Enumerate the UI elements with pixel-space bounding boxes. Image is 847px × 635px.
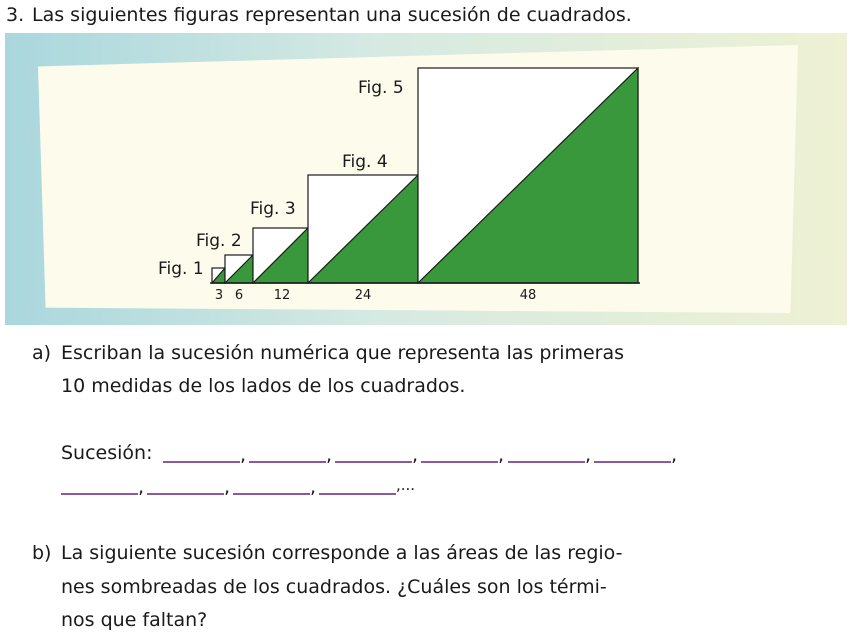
blank-separator: , <box>412 444 419 466</box>
fig-label-1: Fig. 1 <box>158 259 204 279</box>
answer-blank-10[interactable] <box>319 493 396 495</box>
answer-blank-2[interactable] <box>249 461 326 463</box>
blank-separator: , <box>224 476 231 498</box>
part-b-letter: b) <box>32 542 52 564</box>
side-label-48: 48 <box>519 288 537 303</box>
question-number: 3. <box>6 4 25 26</box>
fig-label-4: Fig. 4 <box>342 152 388 172</box>
sequence-ending: ,... <box>396 476 416 494</box>
blank-separator: , <box>138 476 145 498</box>
side-label-6: 6 <box>234 288 244 303</box>
blank-separator: , <box>671 444 678 466</box>
blank-separator: , <box>498 444 505 466</box>
blank-separator: , <box>310 476 317 498</box>
blank-separator: , <box>240 444 247 466</box>
answer-blank-6[interactable] <box>594 461 671 463</box>
answer-blank-9[interactable] <box>233 493 310 495</box>
part-a-line-2: 10 medidas de los lados de los cuadrados. <box>61 375 466 397</box>
part-a-letter: a) <box>32 342 52 364</box>
blank-separator: , <box>585 444 592 466</box>
answer-blank-3[interactable] <box>335 461 412 463</box>
blank-separator: , <box>326 444 333 466</box>
side-label-3: 3 <box>214 288 224 303</box>
fig-label-2: Fig. 2 <box>196 231 242 251</box>
part-b-line-2: nes sombreadas de los cuadrados. ¿Cuáles son los térmi- <box>61 576 607 598</box>
side-label-12: 12 <box>273 288 291 303</box>
answer-blank-4[interactable] <box>421 461 498 463</box>
part-a-line-1: Escriban la sucesión numérica que representa las primeras <box>61 342 625 364</box>
fig-label-5: Fig. 5 <box>358 78 404 98</box>
side-label-24: 24 <box>354 288 372 303</box>
fig-label-3: Fig. 3 <box>250 199 296 219</box>
sequence-label: Sucesión: <box>61 442 153 464</box>
part-b-line-1: La siguiente sucesión corresponde a las áreas de las regio- <box>61 542 623 564</box>
answer-blank-7[interactable] <box>61 493 138 495</box>
part-b-line-3: nos que faltan? <box>61 609 208 631</box>
answer-blank-1[interactable] <box>163 461 240 463</box>
answer-blank-5[interactable] <box>508 461 585 463</box>
answer-blank-8[interactable] <box>147 493 224 495</box>
question-statement: Las siguientes figuras representan una sucesión de cuadrados. <box>32 4 632 26</box>
